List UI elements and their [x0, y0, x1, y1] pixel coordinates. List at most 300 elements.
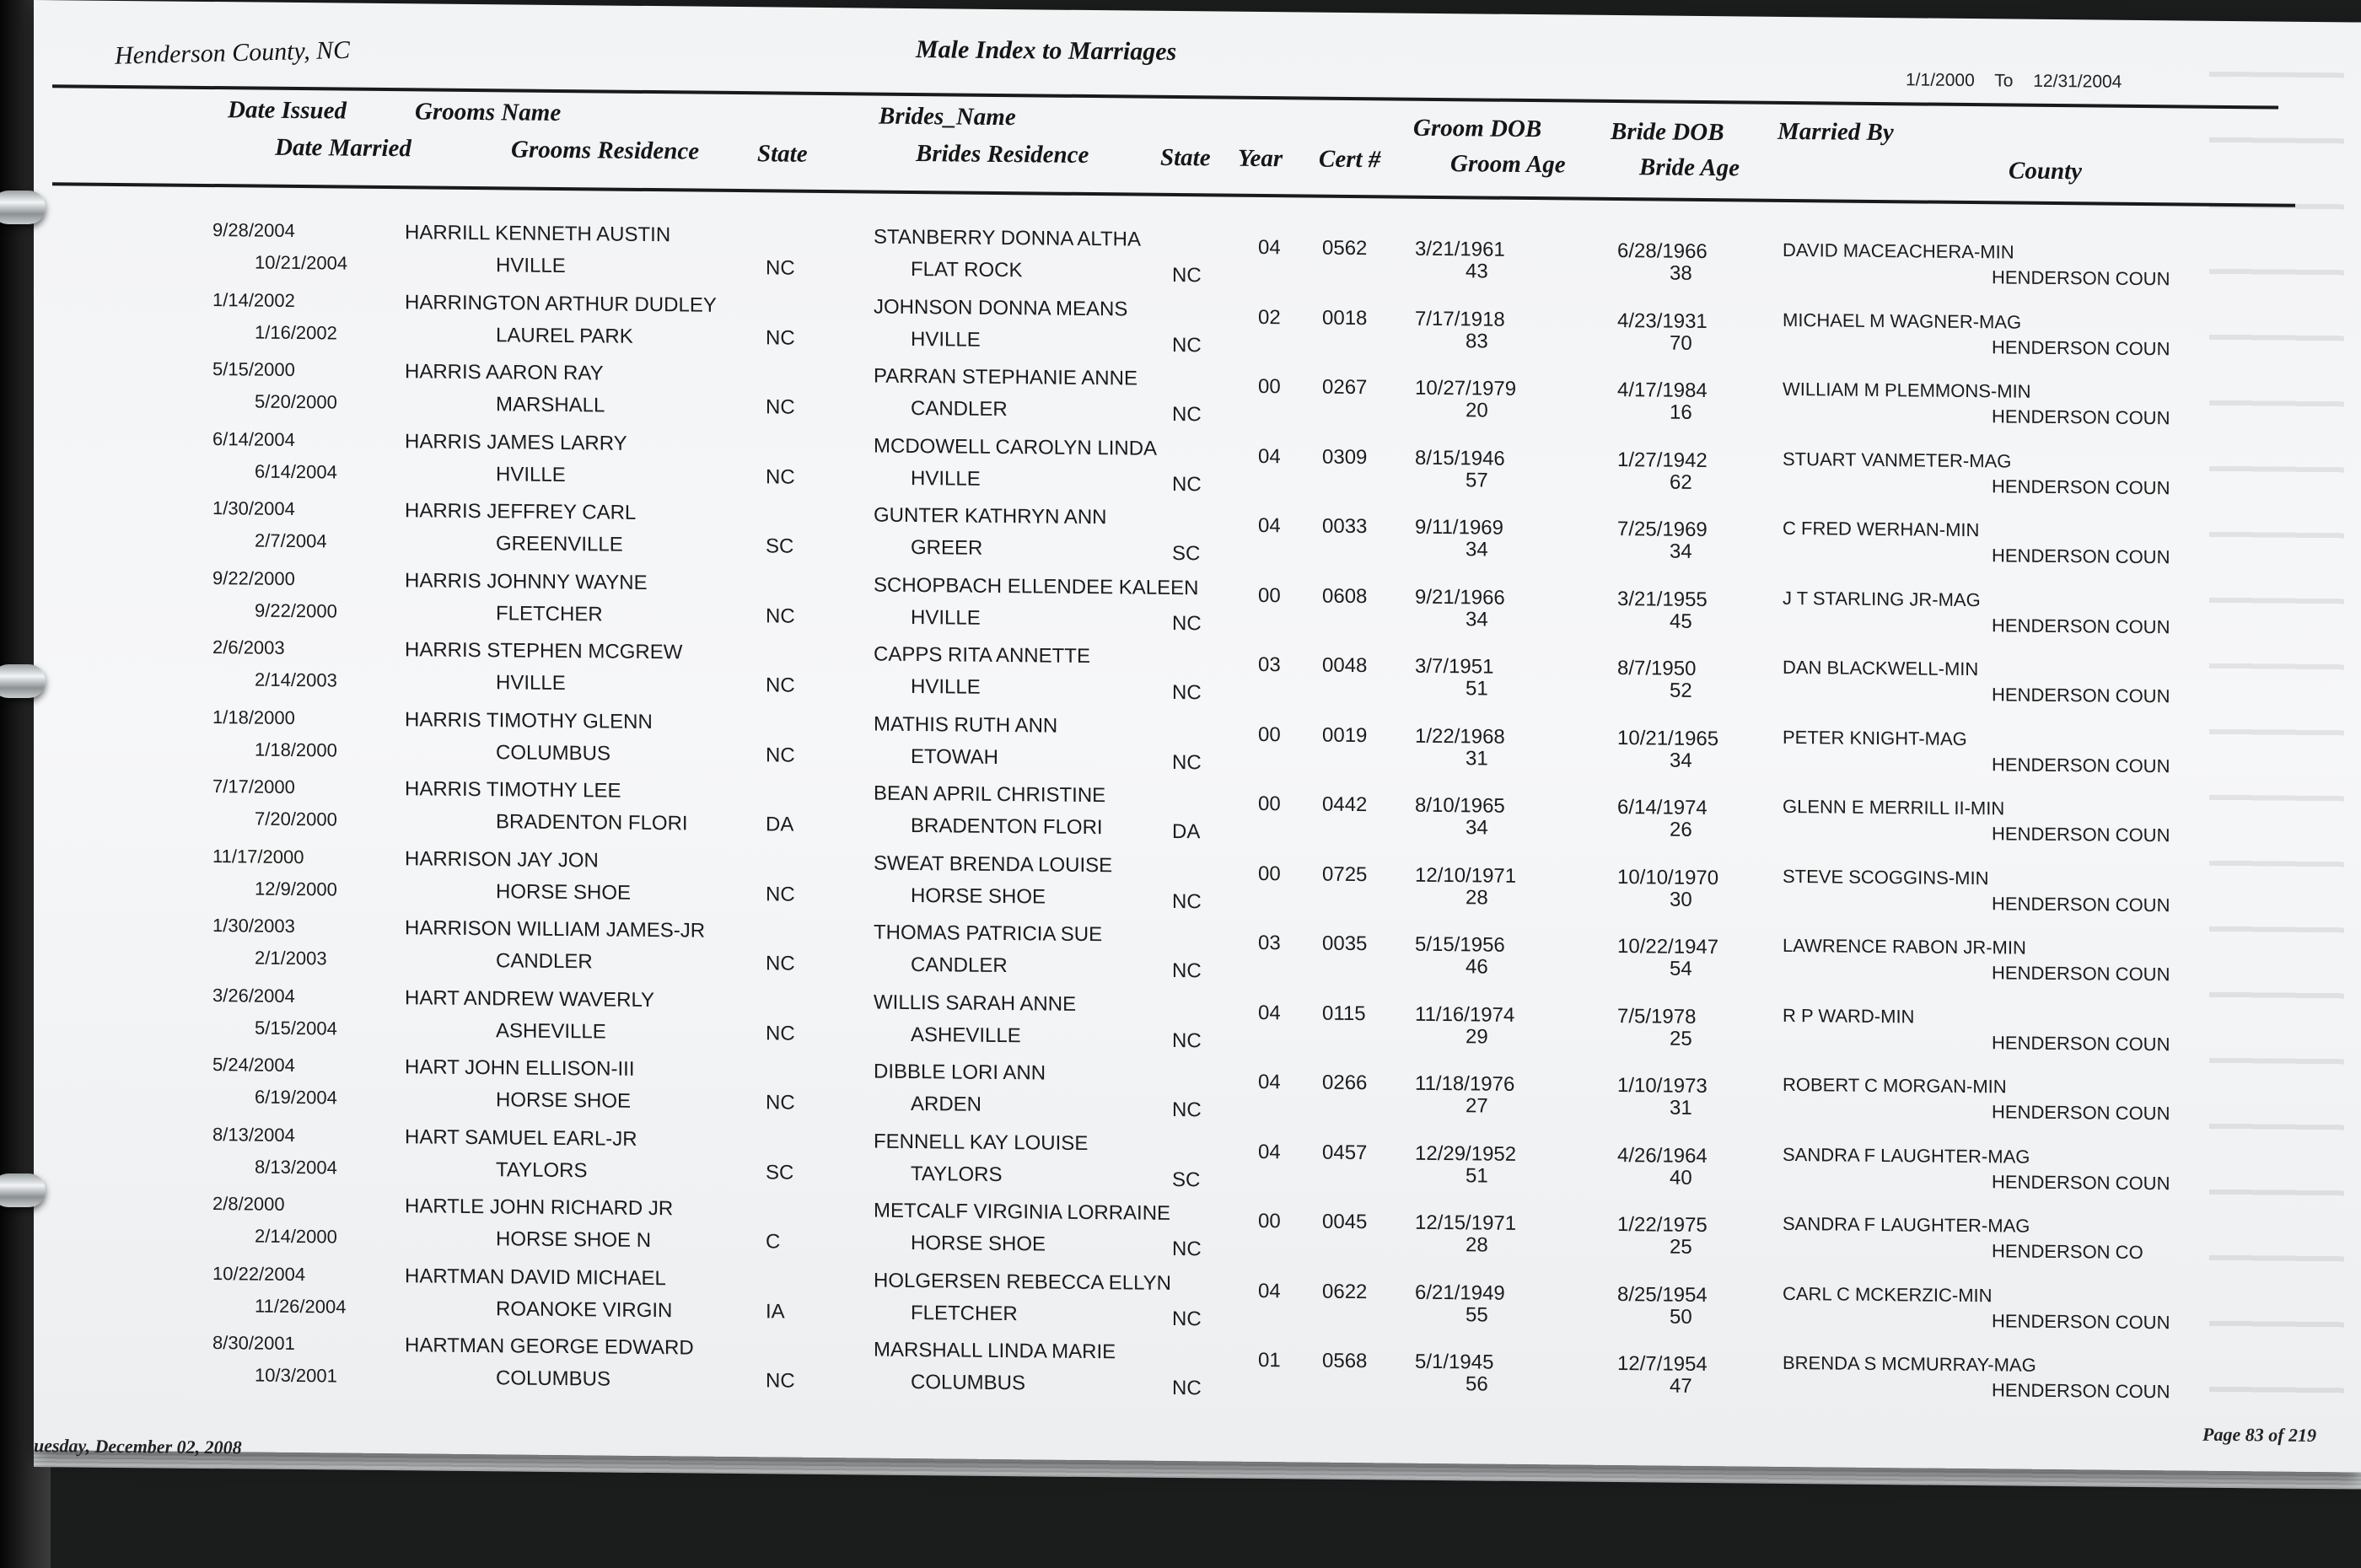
cert-number: 0622 [1322, 1280, 1368, 1303]
grooms-residence: HORSE SHOE [496, 1088, 632, 1113]
married-by: MICHAEL M WAGNER-MAG [1783, 309, 2022, 333]
year: 04 [1258, 513, 1281, 538]
groom-age: 51 [1466, 677, 1488, 701]
groom-age: 34 [1466, 607, 1488, 631]
date-married: 10/21/2004 [255, 251, 348, 274]
grooms-residence: HVILLE [496, 254, 566, 278]
brides-residence: FLAT ROCK [911, 257, 1023, 282]
date-married: 9/22/2000 [255, 599, 337, 621]
cert-number: 0035 [1322, 932, 1368, 956]
grooms-residence: CANDLER [496, 949, 593, 974]
brides-residence: ASHEVILLE [911, 1023, 1021, 1047]
groom-age: 31 [1466, 746, 1488, 771]
grooms-name: HARTMAN GEORGE EDWARD [405, 1334, 694, 1360]
county: HENDERSON COUN [1992, 1379, 2170, 1403]
brides-state: NC [1172, 1098, 1202, 1122]
date-issued: 6/14/2004 [212, 427, 295, 450]
grooms-state: NC [766, 325, 795, 350]
groom-dob: 9/11/1969 [1415, 515, 1503, 540]
brides-residence: HVILLE [911, 605, 981, 630]
brides-state: NC [1172, 889, 1202, 913]
cert-number: 0267 [1322, 375, 1368, 400]
page-number: Page 83 of 219 [2202, 1423, 2317, 1446]
county: HENDERSON COUN [1992, 475, 2170, 498]
date-married: 2/14/2000 [255, 1225, 337, 1248]
groom-dob: 9/21/1966 [1415, 585, 1505, 609]
binder-ring-top [0, 191, 46, 224]
bride-age: 47 [1670, 1374, 1692, 1398]
bride-dob: 4/26/1964 [1617, 1143, 1708, 1168]
married-by: GLENN E MERRILL II-MIN [1783, 795, 2005, 819]
date-married: 10/3/2001 [255, 1364, 337, 1387]
groom-dob: 3/7/1951 [1415, 654, 1494, 679]
bride-age: 38 [1670, 261, 1692, 285]
grooms-state: DA [766, 813, 794, 836]
year: 04 [1258, 1001, 1281, 1024]
brides-state: NC [1172, 680, 1202, 705]
bride-dob: 1/22/1975 [1617, 1213, 1708, 1238]
bride-age: 40 [1670, 1166, 1692, 1189]
groom-dob: 11/16/1974 [1415, 1002, 1515, 1027]
col-bride-dob: Bride DOB [1611, 117, 1724, 147]
year: 03 [1258, 931, 1281, 955]
married-by: J T STARLING JR-MAG [1783, 587, 1981, 610]
date-married: 6/19/2004 [255, 1086, 337, 1109]
grooms-state: NC [766, 952, 795, 975]
groom-age: 55 [1466, 1302, 1488, 1327]
grooms-state: NC [766, 882, 795, 906]
cert-number: 0266 [1322, 1071, 1368, 1095]
groom-age: 34 [1466, 538, 1488, 561]
brides-name: THOMAS PATRICIA SUE [874, 921, 1103, 947]
county: HENDERSON COUN [1992, 545, 2170, 568]
year: 04 [1258, 444, 1281, 468]
grooms-name: HARRIS JAMES LARRY [405, 429, 627, 455]
groom-dob: 8/15/1946 [1415, 446, 1505, 470]
county-heading: Henderson County, NC [114, 35, 351, 70]
year: 01 [1258, 1348, 1281, 1372]
col-county: County [2009, 157, 2083, 185]
cert-number: 0608 [1322, 584, 1368, 608]
bride-age: 50 [1670, 1305, 1692, 1329]
col-cert: Cert # [1319, 145, 1381, 174]
groom-dob: 12/15/1971 [1415, 1211, 1517, 1235]
grooms-name: HARRILL KENNETH AUSTIN [405, 221, 671, 247]
date-married: 6/14/2004 [255, 460, 337, 482]
cert-number: 0115 [1322, 1001, 1366, 1025]
col-state-bride: State [1160, 143, 1211, 172]
groom-age: 46 [1466, 955, 1488, 979]
brides-residence: HVILLE [911, 466, 981, 491]
date-married: 2/1/2003 [255, 947, 327, 969]
brides-state: NC [1172, 1237, 1202, 1261]
brides-residence: GREER [911, 535, 983, 560]
married-by: SANDRA F LAUGHTER-MAG [1783, 1212, 2030, 1237]
brides-residence: BRADENTON FLORI [911, 814, 1103, 840]
groom-age: 51 [1466, 1163, 1488, 1188]
county: HENDERSON COUN [1992, 1031, 2170, 1055]
date-issued: 9/22/2000 [212, 567, 295, 589]
brides-state: DA [1172, 819, 1201, 844]
married-by: C FRED WERHAN-MIN [1783, 517, 1980, 541]
grooms-state: NC [766, 604, 795, 628]
grooms-residence: FLETCHER [496, 601, 603, 626]
brides-residence: CANDLER [911, 953, 1008, 978]
bride-dob: 6/28/1966 [1617, 239, 1708, 264]
grooms-name: HARRIS JOHNNY WAYNE [405, 568, 648, 594]
brides-state: NC [1172, 1376, 1202, 1400]
bride-dob: 6/14/1974 [1617, 796, 1708, 820]
married-by: WILLIAM M PLEMMONS-MIN [1783, 378, 2031, 402]
cert-number: 0048 [1322, 653, 1368, 678]
grooms-name: HART SAMUEL EARL-JR [405, 1125, 637, 1151]
bride-age: 25 [1670, 1235, 1692, 1259]
married-by: BRENDA S MCMURRAY-MAG [1783, 1351, 2036, 1376]
year: 04 [1258, 1070, 1281, 1094]
brides-name: STANBERRY DONNA ALTHA [874, 225, 1141, 251]
grooms-state: IA [766, 1299, 785, 1324]
brides-state: NC [1172, 1028, 1202, 1052]
brides-residence: CANDLER [911, 396, 1008, 422]
groom-dob: 12/29/1952 [1415, 1141, 1517, 1166]
col-grooms-name: Grooms Name [415, 98, 562, 127]
grooms-residence: LAUREL PARK [496, 323, 633, 348]
grooms-name: HARTMAN DAVID MICHAEL [405, 1264, 666, 1290]
bride-dob: 8/25/1954 [1617, 1282, 1708, 1307]
date-issued: 5/24/2004 [212, 1054, 295, 1076]
date-married: 11/26/2004 [255, 1295, 347, 1318]
brides-name: METCALF VIRGINIA LORRAINE [874, 1199, 1171, 1225]
brides-residence: HVILLE [911, 327, 981, 352]
date-issued: 11/17/2000 [212, 845, 304, 867]
groom-age: 57 [1466, 468, 1488, 492]
cert-number: 0562 [1322, 236, 1368, 260]
cert-number: 0019 [1322, 723, 1368, 747]
county: HENDERSON CO [1992, 1240, 2143, 1264]
grooms-state: SC [766, 534, 794, 558]
col-year: Year [1238, 144, 1283, 173]
col-groom-dob: Groom DOB [1413, 114, 1542, 143]
year: 04 [1258, 1279, 1281, 1302]
date-issued: 10/22/2004 [212, 1262, 306, 1285]
grooms-residence: HORSE SHOE [496, 879, 632, 905]
range-to: 12/31/2004 [2033, 71, 2122, 92]
binder-ring-bottom [0, 1173, 46, 1207]
grooms-state: NC [766, 395, 795, 419]
grooms-name: HARRIS TIMOTHY LEE [405, 777, 621, 803]
brides-state: NC [1172, 333, 1202, 357]
date-married: 7/20/2000 [255, 808, 337, 830]
county: HENDERSON COUN [1992, 753, 2170, 776]
bride-age: 45 [1670, 609, 1692, 633]
grooms-state: NC [766, 1021, 795, 1045]
groom-age: 83 [1466, 329, 1488, 353]
married-by: DAN BLACKWELL-MIN [1783, 656, 1979, 680]
col-state: State [757, 140, 808, 168]
cert-number: 0045 [1322, 1210, 1368, 1234]
bride-age: 25 [1670, 1027, 1692, 1050]
bride-dob: 8/7/1950 [1617, 657, 1697, 680]
date-issued: 1/30/2004 [212, 497, 295, 519]
range-to-label: To [1994, 71, 2014, 91]
brides-name: SCHOPBACH ELLENDEE KALEEN [874, 573, 1199, 599]
married-by: R P WARD-MIN [1783, 1004, 1915, 1027]
brides-residence: HORSE SHOE [911, 883, 1046, 909]
bride-dob: 7/5/1978 [1617, 1004, 1697, 1028]
brides-residence: HVILLE [911, 674, 981, 699]
brides-residence: ETOWAH [911, 744, 999, 769]
county: HENDERSON COUN [1992, 962, 2170, 985]
county: HENDERSON COUN [1992, 823, 2170, 846]
county: HENDERSON COUN [1992, 336, 2170, 359]
brides-state: NC [1172, 472, 1202, 496]
brides-state: NC [1172, 611, 1202, 635]
groom-dob: 1/22/1968 [1415, 724, 1505, 749]
date-issued: 2/8/2000 [212, 1193, 285, 1215]
grooms-name: HARTLE JOHN RICHARD JR [405, 1195, 674, 1221]
groom-age: 27 [1466, 1094, 1488, 1118]
grooms-residence: ROANOKE VIRGIN [496, 1297, 673, 1322]
brides-name: JOHNSON DONNA MEANS [874, 295, 1128, 320]
grooms-name: HARRIS TIMOTHY GLENN [405, 707, 653, 733]
cert-number: 0018 [1322, 306, 1368, 330]
grooms-state: NC [766, 256, 795, 280]
brides-name: HOLGERSEN REBECCA ELLYN [874, 1269, 1172, 1295]
grooms-residence: MARSHALL [496, 393, 605, 417]
date-married: 12/9/2000 [255, 878, 337, 899]
brides-name: BEAN APRIL CHRISTINE [874, 781, 1106, 808]
bride-age: 31 [1670, 1096, 1692, 1120]
print-date: uesday, December 02, 2008 [34, 1435, 242, 1458]
grooms-state: NC [766, 1091, 795, 1114]
year: 04 [1258, 235, 1281, 260]
date-issued: 3/26/2004 [212, 984, 295, 1007]
date-issued: 5/15/2000 [212, 358, 295, 380]
brides-name: CAPPS RITA ANNETTE [874, 642, 1090, 669]
brides-name: MCDOWELL CAROLYN LINDA [874, 434, 1158, 460]
col-groom-age: Groom Age [1450, 150, 1566, 179]
year: 04 [1258, 1140, 1281, 1163]
cert-number: 0568 [1322, 1349, 1368, 1373]
grooms-state: NC [766, 1369, 795, 1393]
date-married: 2/14/2003 [255, 669, 337, 691]
married-by: STUART VANMETER-MAG [1783, 448, 2012, 472]
grooms-state: NC [766, 464, 795, 489]
date-married: 1/18/2000 [255, 738, 337, 760]
groom-dob: 3/21/1961 [1415, 237, 1505, 261]
grooms-residence: ASHEVILLE [496, 1018, 606, 1044]
date-issued: 7/17/2000 [212, 776, 295, 797]
bride-age: 62 [1670, 470, 1692, 494]
year: 00 [1258, 792, 1281, 816]
grooms-residence: TAYLORS [496, 1157, 588, 1182]
col-brides-residence: Brides Residence [916, 140, 1089, 169]
bride-age: 30 [1670, 888, 1692, 911]
brides-residence: ARDEN [911, 1092, 982, 1116]
grooms-name: HARRINGTON ARTHUR DUDLEY [405, 290, 717, 317]
married-by: STEVE SCOGGINS-MIN [1783, 865, 1989, 889]
brides-state: SC [1172, 1168, 1201, 1191]
date-issued: 1/14/2002 [212, 288, 295, 311]
grooms-name: HARRIS STEPHEN MCGREW [405, 638, 683, 664]
bride-age: 54 [1670, 957, 1692, 980]
date-issued: 1/18/2000 [212, 706, 295, 728]
groom-dob: 12/10/1971 [1415, 863, 1517, 888]
bride-age: 34 [1670, 749, 1692, 772]
col-married-by: Married By [1777, 117, 1894, 147]
brides-state: NC [1172, 750, 1202, 774]
county: HENDERSON COUN [1992, 614, 2170, 637]
brides-state: NC [1172, 1307, 1202, 1330]
grooms-name: HARRIS JEFFREY CARL [405, 499, 637, 524]
year: 00 [1258, 1209, 1281, 1233]
document-page [34, 0, 2361, 1472]
cert-number: 0457 [1322, 1141, 1368, 1164]
brides-residence: TAYLORS [911, 1162, 1003, 1186]
brides-residence: FLETCHER [911, 1301, 1018, 1325]
groom-age: 29 [1466, 1024, 1488, 1049]
year: 00 [1258, 722, 1281, 746]
bride-age: 70 [1670, 331, 1692, 355]
year: 03 [1258, 652, 1281, 677]
bride-age: 34 [1670, 540, 1692, 563]
brides-state: SC [1172, 541, 1201, 566]
groom-age: 20 [1466, 399, 1488, 422]
brides-residence: COLUMBUS [911, 1370, 1026, 1395]
groom-dob: 5/1/1945 [1415, 1350, 1494, 1374]
date-issued: 8/30/2001 [212, 1332, 295, 1354]
brides-name: WILLIS SARAH ANNE [874, 991, 1077, 1016]
grooms-name: HARRISON WILLIAM JAMES-JR [405, 916, 706, 942]
married-by: LAWRENCE RABON JR-MIN [1783, 934, 2026, 959]
married-by: ROBERT C MORGAN-MIN [1783, 1073, 2007, 1098]
cert-number: 0442 [1322, 792, 1368, 817]
married-by: PETER KNIGHT-MAG [1783, 726, 1967, 749]
cert-number: 0725 [1322, 862, 1368, 886]
groom-age: 28 [1466, 1233, 1488, 1257]
date-range [1906, 70, 2137, 93]
county: HENDERSON COUN [1992, 1170, 2170, 1194]
grooms-state: SC [766, 1160, 794, 1184]
brides-residence: HORSE SHOE [911, 1231, 1046, 1256]
grooms-residence: BRADENTON FLORI [496, 810, 688, 835]
brides-state: NC [1172, 263, 1202, 287]
groom-age: 43 [1466, 260, 1488, 283]
grooms-residence: GREENVILLE [496, 532, 623, 556]
bride-dob: 1/27/1942 [1617, 448, 1708, 472]
bride-age: 16 [1670, 400, 1692, 424]
grooms-residence: HVILLE [496, 671, 566, 695]
groom-dob: 8/10/1965 [1415, 793, 1505, 818]
date-issued: 2/6/2003 [212, 636, 285, 658]
brides-name: PARRAN STEPHANIE ANNE [874, 364, 1137, 390]
bride-dob: 1/10/1973 [1617, 1074, 1708, 1098]
grooms-name: HART JOHN ELLISON-III [405, 1055, 635, 1081]
brides-state: NC [1172, 959, 1202, 983]
groom-dob: 5/15/1956 [1415, 932, 1505, 957]
bride-dob: 4/23/1931 [1617, 309, 1708, 333]
brides-name: FENNELL KAY LOUISE [874, 1130, 1089, 1155]
date-married: 5/20/2000 [255, 390, 337, 413]
county: HENDERSON COUN [1992, 892, 2170, 916]
grooms-residence: HORSE SHOE N [496, 1227, 652, 1253]
groom-dob: 11/18/1976 [1415, 1071, 1515, 1096]
county: HENDERSON COUN [1992, 405, 2170, 429]
binder-ring-middle [0, 664, 46, 698]
bride-dob: 12/7/1954 [1617, 1352, 1708, 1377]
date-married: 8/13/2004 [255, 1156, 337, 1178]
brides-state: NC [1172, 402, 1202, 427]
col-date-married: Date Married [275, 133, 411, 163]
groom-age: 34 [1466, 816, 1488, 840]
bride-dob: 10/22/1947 [1617, 935, 1719, 959]
bride-dob: 4/17/1984 [1617, 379, 1708, 403]
bride-age: 52 [1670, 679, 1692, 702]
grooms-residence: COLUMBUS [496, 740, 611, 765]
groom-dob: 7/17/1918 [1415, 307, 1505, 331]
brides-name: MATHIS RUTH ANN [874, 712, 1058, 738]
grooms-residence: HVILLE [496, 462, 566, 486]
cert-number: 0033 [1322, 514, 1368, 539]
county: HENDERSON COUN [1992, 266, 2170, 290]
report-title: Male Index to Marriages [916, 35, 1177, 67]
brides-name: SWEAT BRENDA LOUISE [874, 851, 1113, 877]
county: HENDERSON COUN [1992, 1101, 2170, 1125]
date-married: 2/7/2004 [255, 529, 327, 552]
date-issued: 9/28/2004 [212, 219, 295, 241]
married-by: DAVID MACEACHERA-MIN [1783, 239, 2014, 263]
county: HENDERSON COUN [1992, 684, 2170, 707]
grooms-name: HARRIS AARON RAY [405, 360, 604, 385]
grooms-residence: COLUMBUS [496, 1367, 611, 1391]
brides-name: MARSHALL LINDA MARIE [874, 1338, 1116, 1364]
year: 00 [1258, 862, 1281, 885]
groom-age: 28 [1466, 885, 1488, 910]
cert-number: 0309 [1322, 445, 1368, 469]
married-by: SANDRA F LAUGHTER-MAG [1783, 1143, 2030, 1168]
bride-dob: 3/21/1955 [1617, 587, 1708, 611]
grooms-name: HARRISON JAY JON [405, 846, 599, 872]
year: 02 [1258, 305, 1281, 329]
grooms-name: HART ANDREW WAVERLY [405, 985, 655, 1012]
range-from: 1/1/2000 [1906, 70, 1975, 91]
bride-age: 26 [1670, 818, 1692, 841]
year: 00 [1258, 583, 1281, 607]
groom-dob: 10/27/1979 [1415, 376, 1517, 400]
col-date-issued: Date Issued [228, 96, 347, 125]
county: HENDERSON COUN [1992, 1309, 2170, 1333]
date-married: 5/15/2004 [255, 1017, 337, 1039]
col-brides-name: Brides_Name [879, 102, 1016, 132]
date-issued: 1/30/2003 [212, 915, 295, 937]
grooms-state: NC [766, 674, 795, 697]
bride-dob: 10/10/1970 [1617, 865, 1719, 889]
bride-dob: 10/21/1965 [1617, 726, 1719, 750]
brides-name: GUNTER KATHRYN ANN [874, 503, 1107, 529]
date-issued: 8/13/2004 [212, 1123, 295, 1146]
bride-dob: 7/25/1969 [1617, 518, 1708, 542]
col-bride-age: Bride Age [1639, 153, 1740, 182]
date-married: 1/16/2002 [255, 321, 337, 343]
col-grooms-residence: Grooms Residence [511, 136, 700, 165]
grooms-state: C [766, 1230, 781, 1254]
year: 00 [1258, 374, 1281, 399]
grooms-state: NC [766, 743, 795, 767]
groom-dob: 6/21/1949 [1415, 1281, 1505, 1305]
brides-name: DIBBLE LORI ANN [874, 1060, 1046, 1085]
married-by: CARL C MCKERZIC-MIN [1783, 1282, 1993, 1306]
groom-age: 56 [1466, 1372, 1488, 1396]
